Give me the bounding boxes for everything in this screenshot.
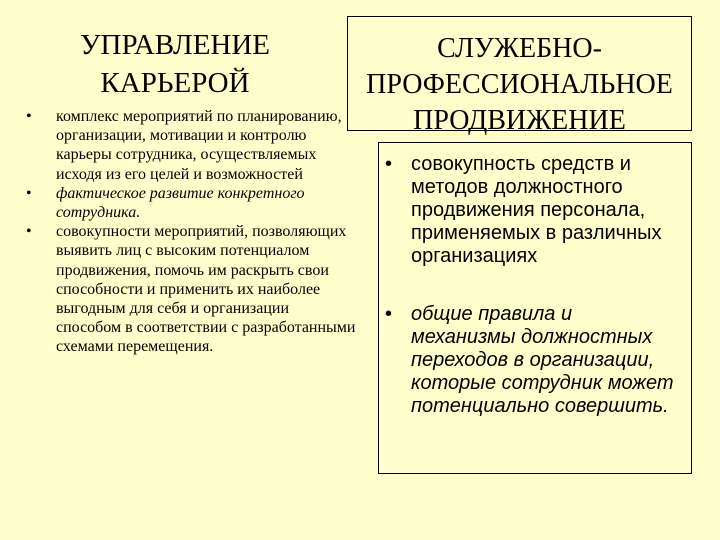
bullet-icon: • — [26, 223, 32, 241]
career-management-title — [40, 26, 310, 102]
list-item — [385, 153, 681, 268]
list-item — [26, 222, 356, 356]
professional-promotion-definitions-box — [378, 142, 692, 474]
professional-promotion-title-line-3: ПРОДВИЖЕНИЕ — [413, 105, 626, 136]
definition-text: общие правила и механизмы должностных переходов в организации, которые сотрудник может потенциально совершить. — [411, 303, 674, 417]
bullet-icon: • — [385, 153, 393, 175]
list-item — [26, 184, 356, 222]
definition-text: комплекс мероприятий по планированию, организации, мотивации и контролю карьеры сотрудника, осуществляемых исходя из его целей и возможностей — [56, 108, 342, 183]
professional-promotion-title-line-1: СЛУЖЕБНО- — [437, 33, 602, 64]
bullet-icon: • — [26, 184, 32, 202]
career-management-title-line-1: УПРАВЛЕНИЕ — [79, 29, 271, 61]
bullet-icon: • — [385, 303, 393, 325]
career-management-definitions — [26, 107, 356, 357]
professional-promotion-title-box — [347, 16, 692, 136]
career-management-title-line-2: КАРЬЕРОЙ — [100, 67, 250, 99]
professional-promotion-title-line-2: ПРОФЕССИОНАЛЬНОЕ — [366, 69, 673, 100]
definition-text: совокупности мероприятий, позволяющих выявить лиц с высоким потенциалом продвижения, помочь им раскрыть свои способности и применить их наиболее выгодным для себя и организации способом в соответствии с разработанными схемами перемещения. — [56, 223, 356, 356]
list-item — [385, 303, 681, 418]
definition-text: совокупность средств и методов должностного продвижения персонала, применяемых в различных организациях — [411, 153, 662, 267]
definition-text: фактическое развитие конкретного сотрудника. — [56, 184, 305, 222]
bullet-icon: • — [26, 108, 32, 125]
list-item — [26, 107, 356, 184]
